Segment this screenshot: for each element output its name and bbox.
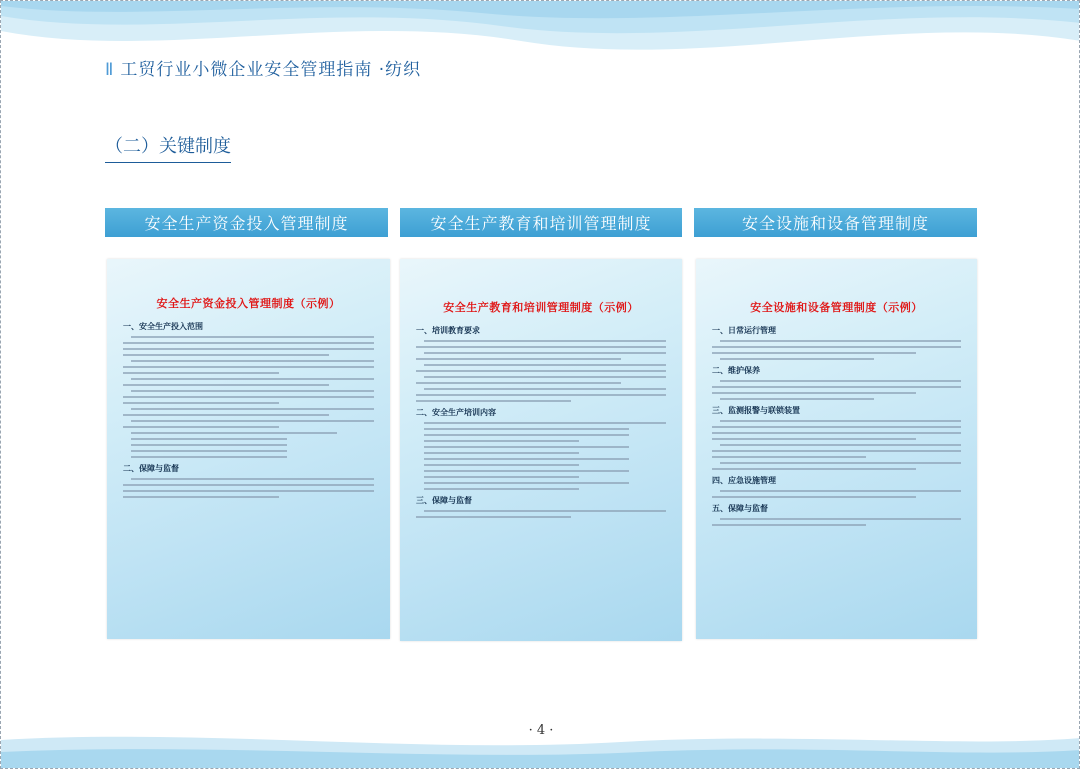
- text-line: [131, 378, 374, 380]
- text-line: [712, 386, 961, 388]
- text-line: [720, 490, 961, 492]
- column-heading-funding: 安全生产资金投入管理制度: [105, 208, 388, 237]
- text-line: [424, 458, 629, 460]
- text-line: [712, 450, 961, 452]
- document-section-heading: 二、维护保养: [712, 366, 760, 375]
- text-line: [416, 346, 666, 348]
- text-line: [416, 516, 571, 518]
- text-line: [123, 348, 374, 350]
- text-line: [720, 420, 961, 422]
- column-heading-equipment: 安全设施和设备管理制度: [694, 208, 977, 237]
- section-title: （二）关键制度: [105, 132, 231, 163]
- document-section-heading: 三、监测报警与联锁装置: [712, 406, 800, 415]
- text-line: [123, 372, 279, 374]
- text-line: [424, 388, 666, 390]
- text-line: [712, 438, 916, 440]
- document-title: 安全设施和设备管理制度（示例）: [750, 301, 923, 314]
- text-line: [720, 380, 961, 382]
- text-line: [416, 394, 666, 396]
- text-line: [123, 384, 329, 386]
- text-line: [416, 382, 621, 384]
- text-line: [123, 490, 374, 492]
- document-preview-equipment: [696, 259, 977, 639]
- text-line: [123, 366, 374, 368]
- text-line: [416, 358, 621, 360]
- text-line: [720, 462, 961, 464]
- text-line: [424, 352, 666, 354]
- text-line: [424, 422, 666, 424]
- footer-wave-decoration: [1, 728, 1080, 768]
- text-line: [123, 484, 374, 486]
- text-line: [416, 400, 571, 402]
- text-line: [712, 426, 961, 428]
- text-line: [712, 496, 916, 498]
- text-line: [131, 408, 374, 410]
- text-line: [416, 370, 666, 372]
- text-line: [424, 488, 579, 490]
- header-bar-mark: Ⅱ: [105, 60, 115, 80]
- document-preview-training: [400, 259, 682, 641]
- text-line: [720, 398, 874, 400]
- text-line: [720, 444, 961, 446]
- header-title: [105, 55, 421, 80]
- text-line: [131, 438, 287, 440]
- text-line: [424, 340, 666, 342]
- text-line: [424, 364, 666, 366]
- document-preview-funding: [107, 259, 390, 639]
- text-line: [424, 446, 629, 448]
- text-line: [720, 340, 961, 342]
- document-section-heading: 四、应急设施管理: [712, 476, 776, 485]
- text-line: [424, 470, 629, 472]
- text-line: [131, 336, 374, 338]
- text-line: [123, 414, 329, 416]
- text-line: [424, 452, 579, 454]
- text-line: [712, 468, 916, 470]
- text-line: [131, 478, 374, 480]
- text-line: [123, 354, 329, 356]
- text-line: [123, 402, 279, 404]
- text-line: [123, 396, 374, 398]
- text-line: [131, 420, 374, 422]
- text-line: [720, 518, 961, 520]
- text-line: [131, 456, 287, 458]
- text-line: [424, 510, 666, 512]
- text-line: [424, 428, 629, 430]
- text-line: [424, 376, 666, 378]
- text-line: [131, 444, 287, 446]
- text-line: [424, 476, 579, 478]
- text-line: [424, 434, 629, 436]
- page-number: · 4 ·: [528, 723, 554, 738]
- text-line: [131, 390, 374, 392]
- text-line: [424, 482, 629, 484]
- column-heading-training: 安全生产教育和培训管理制度: [400, 208, 682, 237]
- document-section-heading: 一、安全生产投入范围: [123, 322, 203, 331]
- document-section-heading: 三、保障与监督: [416, 496, 472, 505]
- text-line: [424, 440, 579, 442]
- document-title: 安全生产教育和培训管理制度（示例）: [443, 301, 639, 314]
- text-line: [131, 432, 337, 434]
- text-line: [123, 426, 279, 428]
- document-section-heading: 一、培训教育要求: [416, 326, 480, 335]
- text-line: [712, 432, 961, 434]
- text-line: [123, 342, 374, 344]
- text-line: [712, 346, 961, 348]
- text-line: [424, 464, 579, 466]
- text-line: [131, 360, 374, 362]
- text-line: [123, 496, 279, 498]
- header-title-text: 工贸行业小微企业安全管理指南 ·纺织: [120, 60, 422, 80]
- text-line: [712, 524, 866, 526]
- text-line: [712, 392, 916, 394]
- document-section-heading: 二、安全生产培训内容: [416, 408, 496, 417]
- text-line: [712, 352, 916, 354]
- document-section-heading: 二、保障与监督: [123, 464, 179, 473]
- text-line: [131, 450, 287, 452]
- text-line: [712, 456, 866, 458]
- document-section-heading: 五、保障与监督: [712, 504, 768, 513]
- document-title: 安全生产资金投入管理制度（示例）: [156, 297, 341, 310]
- document-section-heading: 一、日常运行管理: [712, 326, 776, 335]
- text-line: [720, 358, 874, 360]
